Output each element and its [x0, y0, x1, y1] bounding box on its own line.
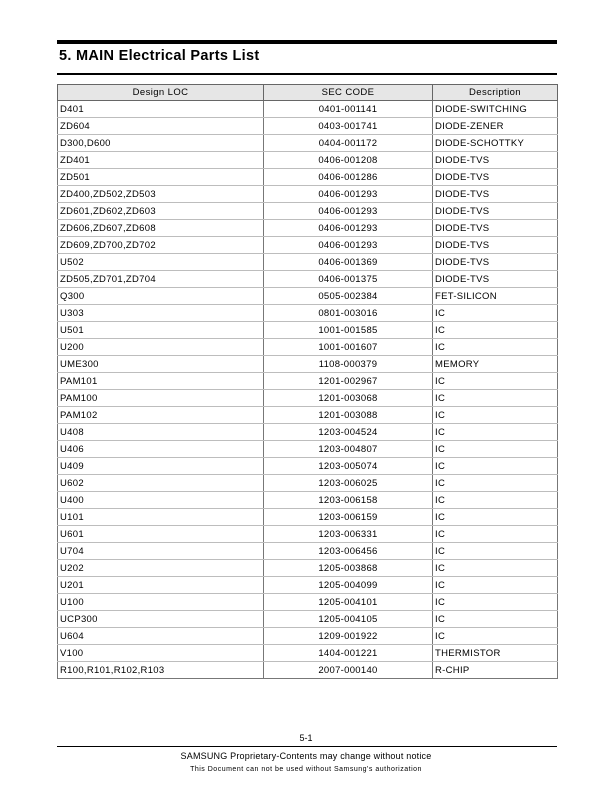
cell-design-loc: ZD609,ZD700,ZD702 — [58, 237, 264, 254]
cell-sec-code: 1205-003868 — [264, 560, 433, 577]
cell-sec-code: 1203-006331 — [264, 526, 433, 543]
cell-sec-code: 1203-006159 — [264, 509, 433, 526]
parts-table-body — [58, 101, 558, 679]
table-row — [58, 186, 558, 203]
cell-design-loc: U602 — [58, 475, 264, 492]
cell-description: IC — [433, 577, 558, 594]
parts-table — [57, 84, 558, 679]
cell-description: THERMISTOR — [433, 645, 558, 662]
cell-description: MEMORY — [433, 356, 558, 373]
cell-sec-code: 1404-001221 — [264, 645, 433, 662]
cell-sec-code: 1001-001585 — [264, 322, 433, 339]
cell-design-loc: PAM100 — [58, 390, 264, 407]
cell-design-loc: D401 — [58, 101, 264, 118]
cell-sec-code: 2007-000140 — [264, 662, 433, 679]
cell-sec-code: 1203-006456 — [264, 543, 433, 560]
cell-description: IC — [433, 594, 558, 611]
table-row — [58, 526, 558, 543]
table-row — [58, 577, 558, 594]
cell-design-loc: U200 — [58, 339, 264, 356]
cell-design-loc: PAM101 — [58, 373, 264, 390]
cell-sec-code: 1203-006025 — [264, 475, 433, 492]
table-row — [58, 645, 558, 662]
cell-design-loc: Q300 — [58, 288, 264, 305]
cell-description: DIODE-TVS — [433, 186, 558, 203]
cell-design-loc: U303 — [58, 305, 264, 322]
table-row — [58, 288, 558, 305]
cell-design-loc: ZD601,ZD602,ZD603 — [58, 203, 264, 220]
cell-description: IC — [433, 543, 558, 560]
cell-design-loc: U406 — [58, 441, 264, 458]
cell-description: DIODE-TVS — [433, 237, 558, 254]
table-row — [58, 594, 558, 611]
cell-sec-code: 0404-001172 — [264, 135, 433, 152]
cell-design-loc: U408 — [58, 424, 264, 441]
cell-sec-code: 0403-001741 — [264, 118, 433, 135]
table-row — [58, 254, 558, 271]
cell-description: IC — [433, 458, 558, 475]
cell-design-loc: U101 — [58, 509, 264, 526]
table-row — [58, 390, 558, 407]
top-rule — [57, 40, 557, 44]
cell-sec-code: 0401-001141 — [264, 101, 433, 118]
cell-design-loc: D300,D600 — [58, 135, 264, 152]
table-row — [58, 305, 558, 322]
table-row — [58, 611, 558, 628]
table-row — [58, 271, 558, 288]
cell-sec-code: 0406-001293 — [264, 237, 433, 254]
cell-sec-code: 1209-001922 — [264, 628, 433, 645]
footer-authorization: This Document can not be used without Samsung's authorization — [190, 766, 422, 773]
table-row — [58, 628, 558, 645]
cell-description: IC — [433, 526, 558, 543]
table-row — [58, 424, 558, 441]
header-design-loc: Design LOC — [58, 85, 264, 101]
page-title: 5. MAIN Electrical Parts List — [59, 48, 260, 64]
cell-description: FET-SILICON — [433, 288, 558, 305]
cell-design-loc: U704 — [58, 543, 264, 560]
table-row — [58, 492, 558, 509]
table-row — [58, 101, 558, 118]
cell-sec-code: 0801-003016 — [264, 305, 433, 322]
table-row — [58, 441, 558, 458]
cell-design-loc: UME300 — [58, 356, 264, 373]
cell-design-loc: V100 — [58, 645, 264, 662]
cell-description: DIODE-TVS — [433, 152, 558, 169]
cell-description: IC — [433, 441, 558, 458]
cell-design-loc: ZD505,ZD701,ZD704 — [58, 271, 264, 288]
cell-sec-code: 0406-001293 — [264, 220, 433, 237]
cell-description: IC — [433, 475, 558, 492]
header-description: Description — [433, 85, 558, 101]
cell-design-loc: U601 — [58, 526, 264, 543]
cell-description: DIODE-TVS — [433, 203, 558, 220]
table-row — [58, 458, 558, 475]
cell-description: IC — [433, 305, 558, 322]
title-rule — [57, 73, 557, 75]
cell-sec-code: 1205-004105 — [264, 611, 433, 628]
cell-sec-code: 1108-000379 — [264, 356, 433, 373]
cell-description: IC — [433, 492, 558, 509]
table-row — [58, 475, 558, 492]
cell-design-loc: U201 — [58, 577, 264, 594]
cell-description: DIODE-ZENER — [433, 118, 558, 135]
table-row — [58, 662, 558, 679]
table-row — [58, 237, 558, 254]
table-row — [58, 169, 558, 186]
table-row — [58, 373, 558, 390]
table-row — [58, 203, 558, 220]
header-sec-code: SEC CODE — [264, 85, 433, 101]
cell-description: IC — [433, 390, 558, 407]
cell-design-loc: UCP300 — [58, 611, 264, 628]
cell-description: DIODE-TVS — [433, 220, 558, 237]
footer-rule — [57, 746, 557, 747]
table-row — [58, 339, 558, 356]
cell-sec-code: 0406-001208 — [264, 152, 433, 169]
cell-design-loc: U400 — [58, 492, 264, 509]
cell-design-loc: U100 — [58, 594, 264, 611]
cell-design-loc: PAM102 — [58, 407, 264, 424]
cell-sec-code: 1203-006158 — [264, 492, 433, 509]
table-row — [58, 543, 558, 560]
cell-description: DIODE-TVS — [433, 254, 558, 271]
table-row — [58, 135, 558, 152]
cell-sec-code: 0406-001375 — [264, 271, 433, 288]
cell-description: IC — [433, 509, 558, 526]
cell-design-loc: ZD401 — [58, 152, 264, 169]
cell-design-loc: R100,R101,R102,R103 — [58, 662, 264, 679]
cell-sec-code: 1203-004524 — [264, 424, 433, 441]
cell-sec-code: 0505-002384 — [264, 288, 433, 305]
footer-notice: SAMSUNG Proprietary-Contents may change without notice — [180, 751, 432, 761]
cell-sec-code: 1205-004099 — [264, 577, 433, 594]
cell-design-loc: ZD606,ZD607,ZD608 — [58, 220, 264, 237]
cell-description: IC — [433, 339, 558, 356]
cell-sec-code: 1201-003088 — [264, 407, 433, 424]
cell-sec-code: 1201-003068 — [264, 390, 433, 407]
cell-sec-code: 1201-002967 — [264, 373, 433, 390]
cell-description: IC — [433, 322, 558, 339]
cell-description: IC — [433, 407, 558, 424]
cell-description: DIODE-SWITCHING — [433, 101, 558, 118]
cell-design-loc: U501 — [58, 322, 264, 339]
cell-description: IC — [433, 424, 558, 441]
table-row — [58, 560, 558, 577]
cell-sec-code: 0406-001293 — [264, 203, 433, 220]
cell-design-loc: ZD604 — [58, 118, 264, 135]
cell-sec-code: 1203-004807 — [264, 441, 433, 458]
cell-description: IC — [433, 373, 558, 390]
cell-description: IC — [433, 560, 558, 577]
cell-description: DIODE-SCHOTTKY — [433, 135, 558, 152]
cell-sec-code: 0406-001293 — [264, 186, 433, 203]
table-row — [58, 509, 558, 526]
cell-description: DIODE-TVS — [433, 169, 558, 186]
table-row — [58, 407, 558, 424]
header-row — [58, 85, 558, 101]
page-number: 5-1 — [299, 733, 313, 743]
cell-design-loc: ZD400,ZD502,ZD503 — [58, 186, 264, 203]
table-row — [58, 356, 558, 373]
cell-description: R-CHIP — [433, 662, 558, 679]
table-row — [58, 220, 558, 237]
cell-description: IC — [433, 611, 558, 628]
table-row — [58, 322, 558, 339]
cell-sec-code: 1205-004101 — [264, 594, 433, 611]
cell-design-loc: U409 — [58, 458, 264, 475]
cell-description: DIODE-TVS — [433, 271, 558, 288]
cell-description: IC — [433, 628, 558, 645]
table-row — [58, 152, 558, 169]
table-row — [58, 118, 558, 135]
cell-sec-code: 1203-005074 — [264, 458, 433, 475]
cell-sec-code: 0406-001286 — [264, 169, 433, 186]
cell-sec-code: 1001-001607 — [264, 339, 433, 356]
cell-design-loc: U502 — [58, 254, 264, 271]
cell-design-loc: U604 — [58, 628, 264, 645]
cell-design-loc: U202 — [58, 560, 264, 577]
cell-design-loc: ZD501 — [58, 169, 264, 186]
cell-sec-code: 0406-001369 — [264, 254, 433, 271]
